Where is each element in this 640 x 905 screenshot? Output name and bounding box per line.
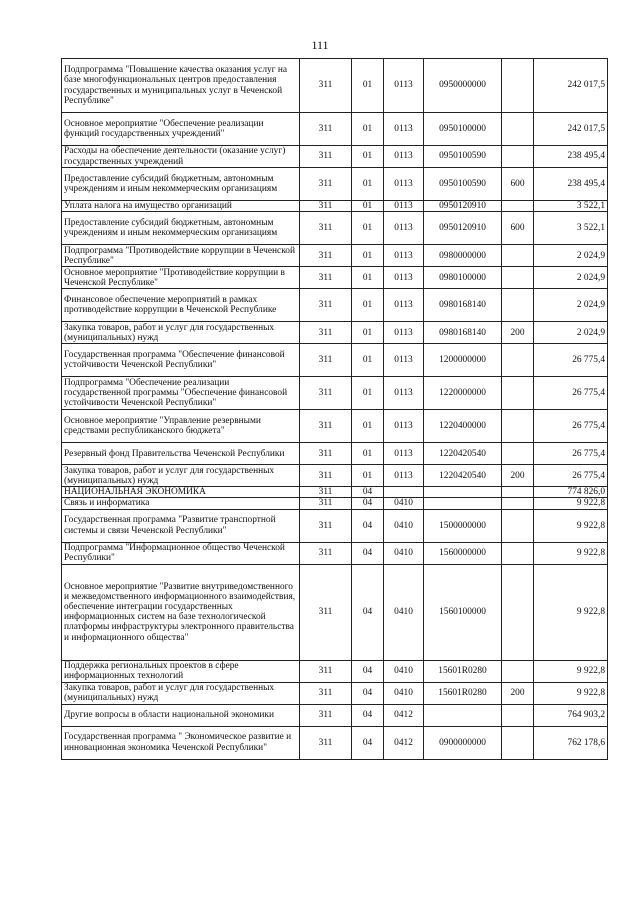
row-subsection-code: 0410 xyxy=(384,498,424,509)
budget-table-body xyxy=(62,59,608,760)
row-subsection-code: 0410 xyxy=(384,542,424,564)
row-amount: 2 024,9 xyxy=(534,289,608,322)
table-row xyxy=(62,465,608,487)
row-name-cell: Закупка товаров, работ и услуг для государственных (муниципальных) нужд xyxy=(62,465,300,487)
page-number: 111 xyxy=(311,38,329,52)
row-expense-type-code xyxy=(502,377,534,410)
row-target-code: 0900000000 xyxy=(424,726,502,759)
row-section-code: 01 xyxy=(352,146,384,168)
row-subsection-code: 0113 xyxy=(384,377,424,410)
row-subsection-code: 0113 xyxy=(384,146,424,168)
row-ministry-code: 311 xyxy=(300,498,352,509)
row-expense-type-code xyxy=(502,660,534,682)
table-row xyxy=(62,509,608,542)
row-target-code: 15601R0280 xyxy=(424,660,502,682)
row-name-cell: Финансовое обеспечение мероприятий в рамках противодействие коррупции в Чеченской Республике xyxy=(62,289,300,322)
row-section-code: 04 xyxy=(352,542,384,564)
row-expense-type-code xyxy=(502,267,534,289)
row-ministry-code: 311 xyxy=(300,212,352,245)
table-row xyxy=(62,245,608,267)
row-amount: 774 826,0 xyxy=(534,487,608,498)
row-section-code: 01 xyxy=(352,322,384,344)
row-amount: 26 775,4 xyxy=(534,443,608,465)
row-name-cell: Основное мероприятие "Управление резервными средствами республиканского бюджета" xyxy=(62,410,300,443)
row-target-code: 0980100000 xyxy=(424,267,502,289)
row-expense-type-code xyxy=(502,564,534,660)
row-expense-type-code xyxy=(502,542,534,564)
row-subsection-code: 0113 xyxy=(384,322,424,344)
row-name-cell: Государственная программа "Развитие транспортной системы и связи Чеченской Республики" xyxy=(62,509,300,542)
row-expense-type-code xyxy=(502,726,534,759)
row-subsection-code: 0410 xyxy=(384,564,424,660)
row-amount: 238 495,4 xyxy=(534,146,608,168)
row-target-code: 0980168140 xyxy=(424,289,502,322)
row-subsection-code: 0412 xyxy=(384,704,424,726)
row-amount: 9 922,8 xyxy=(534,564,608,660)
row-subsection-code xyxy=(384,487,424,498)
row-target-code xyxy=(424,487,502,498)
row-section-code: 01 xyxy=(352,59,384,113)
row-amount: 9 922,8 xyxy=(534,660,608,682)
row-amount: 242 017,5 xyxy=(534,113,608,146)
row-section-code: 01 xyxy=(352,212,384,245)
table-row xyxy=(62,289,608,322)
row-subsection-code: 0113 xyxy=(384,59,424,113)
row-section-code: 01 xyxy=(352,410,384,443)
row-subsection-code: 0113 xyxy=(384,245,424,267)
row-amount: 26 775,4 xyxy=(534,344,608,377)
row-target-code: 0950100590 xyxy=(424,168,502,201)
row-expense-type-code xyxy=(502,498,534,509)
row-section-code: 01 xyxy=(352,344,384,377)
row-section-code: 04 xyxy=(352,498,384,509)
table-row xyxy=(62,660,608,682)
row-target-code: 1560000000 xyxy=(424,542,502,564)
row-expense-type-code: 200 xyxy=(502,682,534,704)
row-amount: 9 922,8 xyxy=(534,509,608,542)
row-subsection-code: 0412 xyxy=(384,726,424,759)
row-amount: 9 922,8 xyxy=(534,542,608,564)
table-row xyxy=(62,487,608,498)
row-expense-type-code xyxy=(502,443,534,465)
row-ministry-code: 311 xyxy=(300,267,352,289)
row-name-cell: Государственная программа " Экономическое развитие и инновационная экономика Чеченской Республики" xyxy=(62,726,300,759)
table-row xyxy=(62,344,608,377)
row-ministry-code: 311 xyxy=(300,443,352,465)
row-expense-type-code xyxy=(502,704,534,726)
row-name-cell: Подпрограмма "Повышение качества оказания услуг на базе многофункциональных центров предоставления государственных и муниципальных услуг в Чеченской Республике" xyxy=(62,59,300,113)
row-subsection-code: 0410 xyxy=(384,660,424,682)
row-section-code: 04 xyxy=(352,682,384,704)
row-amount: 26 775,4 xyxy=(534,465,608,487)
row-amount: 26 775,4 xyxy=(534,377,608,410)
row-subsection-code: 0113 xyxy=(384,267,424,289)
table-row xyxy=(62,59,608,113)
table-row xyxy=(62,146,608,168)
row-ministry-code: 311 xyxy=(300,377,352,410)
row-name-cell: Расходы на обеспечение деятельности (оказание услуг) государственных учреждений xyxy=(62,146,300,168)
row-section-code: 01 xyxy=(352,289,384,322)
row-amount: 9 922,8 xyxy=(534,682,608,704)
row-subsection-code: 0113 xyxy=(384,201,424,212)
row-amount: 2 024,9 xyxy=(534,245,608,267)
row-section-code: 01 xyxy=(352,168,384,201)
row-section-code: 01 xyxy=(352,377,384,410)
row-amount: 2 024,9 xyxy=(534,322,608,344)
row-ministry-code: 311 xyxy=(300,168,352,201)
row-name-cell: Поддержка региональных проектов в сфере информационных технологий xyxy=(62,660,300,682)
row-expense-type-code xyxy=(502,410,534,443)
row-target-code: 0980000000 xyxy=(424,245,502,267)
row-subsection-code: 0113 xyxy=(384,212,424,245)
row-name-cell: НАЦИОНАЛЬНАЯ ЭКОНОМИКА xyxy=(62,487,300,498)
table-row xyxy=(62,201,608,212)
row-section-code: 04 xyxy=(352,487,384,498)
row-target-code: 1200000000 xyxy=(424,344,502,377)
row-subsection-code: 0410 xyxy=(384,682,424,704)
row-target-code: 0950100590 xyxy=(424,146,502,168)
row-name-cell: Государственная программа "Обеспечение финансовой устойчивости Чеченской Республики" xyxy=(62,344,300,377)
row-section-code: 01 xyxy=(352,443,384,465)
table-row xyxy=(62,498,608,509)
table-row xyxy=(62,682,608,704)
row-amount: 3 522,1 xyxy=(534,201,608,212)
row-subsection-code: 0113 xyxy=(384,443,424,465)
row-expense-type-code: 200 xyxy=(502,465,534,487)
row-expense-type-code: 200 xyxy=(502,322,534,344)
row-section-code: 04 xyxy=(352,660,384,682)
row-ministry-code: 311 xyxy=(300,113,352,146)
row-name-cell: Предоставление субсидий бюджетным, автономным учреждениям и иным некоммерческим организациям xyxy=(62,168,300,201)
row-name-cell: Уплата налога на имущество организаций xyxy=(62,201,300,212)
row-section-code: 01 xyxy=(352,245,384,267)
row-target-code: 0950120910 xyxy=(424,201,502,212)
row-section-code: 04 xyxy=(352,726,384,759)
row-ministry-code: 311 xyxy=(300,542,352,564)
row-subsection-code: 0113 xyxy=(384,410,424,443)
row-expense-type-code xyxy=(502,289,534,322)
row-ministry-code: 311 xyxy=(300,146,352,168)
table-row xyxy=(62,377,608,410)
table-row xyxy=(62,564,608,660)
table-row xyxy=(62,212,608,245)
row-name-cell: Подпрограмма "Противодействие коррупции в Чеченской Республике" xyxy=(62,245,300,267)
table-row xyxy=(62,322,608,344)
table-row xyxy=(62,542,608,564)
row-expense-type-code: 600 xyxy=(502,168,534,201)
row-target-code: 0950120910 xyxy=(424,212,502,245)
row-ministry-code: 311 xyxy=(300,704,352,726)
row-target-code: 0950000000 xyxy=(424,59,502,113)
table-row xyxy=(62,443,608,465)
row-name-cell: Предоставление субсидий бюджетным, автономным учреждениям и иным некоммерческим организациям xyxy=(62,212,300,245)
row-ministry-code: 311 xyxy=(300,465,352,487)
row-section-code: 01 xyxy=(352,113,384,146)
row-name-cell: Основное мероприятие "Обеспечение реализации функций государственных учреждений" xyxy=(62,113,300,146)
table-row xyxy=(62,704,608,726)
row-ministry-code: 311 xyxy=(300,509,352,542)
row-expense-type-code xyxy=(502,509,534,542)
row-section-code: 04 xyxy=(352,564,384,660)
row-target-code: 1220400000 xyxy=(424,410,502,443)
row-expense-type-code: 600 xyxy=(502,212,534,245)
row-ministry-code: 311 xyxy=(300,245,352,267)
table-row xyxy=(62,726,608,759)
row-name-cell: Подпрограмма "Информационное общество Чеченской Республики" xyxy=(62,542,300,564)
row-subsection-code: 0410 xyxy=(384,509,424,542)
row-name-cell: Закупка товаров, работ и услуг для государственных (муниципальных) нужд xyxy=(62,682,300,704)
row-amount: 9 922,8 xyxy=(534,498,608,509)
row-amount: 3 522,1 xyxy=(534,212,608,245)
table-row xyxy=(62,267,608,289)
row-section-code: 01 xyxy=(352,201,384,212)
row-amount: 764 903,2 xyxy=(534,704,608,726)
row-target-code: 1220420540 xyxy=(424,465,502,487)
row-name-cell: Основное мероприятие "Противодействие коррупции в Чеченской Республике" xyxy=(62,267,300,289)
row-ministry-code: 311 xyxy=(300,344,352,377)
row-expense-type-code xyxy=(502,245,534,267)
row-expense-type-code xyxy=(502,487,534,498)
row-ministry-code: 311 xyxy=(300,487,352,498)
row-expense-type-code xyxy=(502,201,534,212)
row-target-code: 0980168140 xyxy=(424,322,502,344)
row-ministry-code: 311 xyxy=(300,564,352,660)
row-name-cell: Закупка товаров, работ и услуг для государственных (муниципальных) нужд xyxy=(62,322,300,344)
row-target-code: 15601R0280 xyxy=(424,682,502,704)
table-row xyxy=(62,168,608,201)
row-section-code: 04 xyxy=(352,509,384,542)
row-expense-type-code xyxy=(502,146,534,168)
row-target-code: 1500000000 xyxy=(424,509,502,542)
row-target-code: 1560100000 xyxy=(424,564,502,660)
row-amount: 238 495,4 xyxy=(534,168,608,201)
row-ministry-code: 311 xyxy=(300,322,352,344)
table-row xyxy=(62,410,608,443)
row-ministry-code: 311 xyxy=(300,59,352,113)
row-expense-type-code xyxy=(502,59,534,113)
row-subsection-code: 0113 xyxy=(384,465,424,487)
row-subsection-code: 0113 xyxy=(384,344,424,377)
row-target-code xyxy=(424,704,502,726)
row-target-code: 1220420540 xyxy=(424,443,502,465)
row-expense-type-code xyxy=(502,113,534,146)
row-name-cell: Резервный фонд Правительства Чеченской Республики xyxy=(62,443,300,465)
row-name-cell: Основное мероприятие "Развитие внутриведомственного и межведомственного информационного взаимодействия, обеспечение интеграции государственных информационных систем на базе технологической платформы инфраструктуры электронного правительства и информационного общества" xyxy=(62,564,300,660)
row-section-code: 04 xyxy=(352,704,384,726)
row-section-code: 01 xyxy=(352,465,384,487)
row-name-cell: Связь и информатика xyxy=(62,498,300,509)
row-name-cell: Подпрограмма "Обеспечение реализации государственной программы "Обеспечение финансовой устойчивости Чеченской Республики" xyxy=(62,377,300,410)
row-amount: 242 017,5 xyxy=(534,59,608,113)
row-amount: 2 024,9 xyxy=(534,267,608,289)
row-name-cell: Другие вопросы в области национальной экономики xyxy=(62,704,300,726)
row-amount: 762 178,6 xyxy=(534,726,608,759)
table-row xyxy=(62,113,608,146)
row-subsection-code: 0113 xyxy=(384,289,424,322)
row-target-code xyxy=(424,498,502,509)
row-target-code: 1220000000 xyxy=(424,377,502,410)
row-subsection-code: 0113 xyxy=(384,168,424,201)
row-subsection-code: 0113 xyxy=(384,113,424,146)
row-ministry-code: 311 xyxy=(300,682,352,704)
budget-table xyxy=(61,58,608,760)
row-ministry-code: 311 xyxy=(300,201,352,212)
row-section-code: 01 xyxy=(352,267,384,289)
row-expense-type-code xyxy=(502,344,534,377)
row-ministry-code: 311 xyxy=(300,726,352,759)
row-ministry-code: 311 xyxy=(300,289,352,322)
row-amount: 26 775,4 xyxy=(534,410,608,443)
row-ministry-code: 311 xyxy=(300,660,352,682)
row-target-code: 0950100000 xyxy=(424,113,502,146)
row-ministry-code: 311 xyxy=(300,410,352,443)
